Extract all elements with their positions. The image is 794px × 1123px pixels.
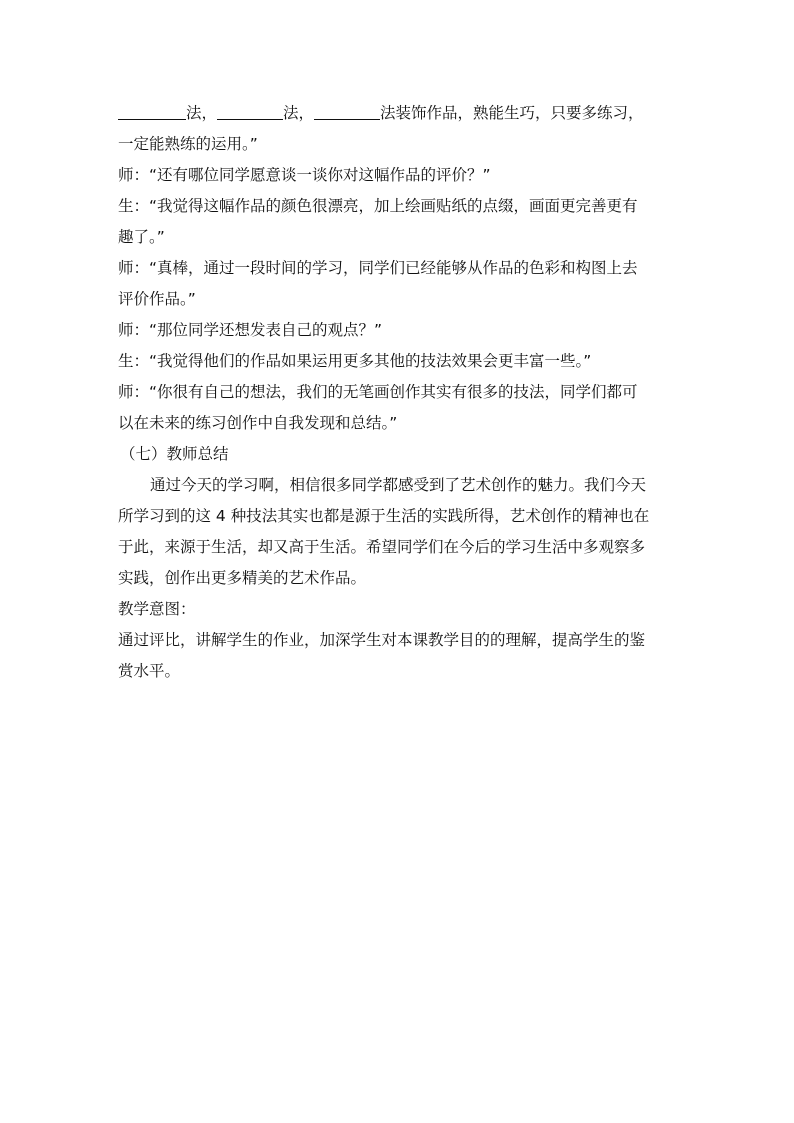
paragraph-line: 实践，创作出更多精美的艺术作品。 — [118, 569, 367, 587]
fill-blank — [118, 118, 186, 120]
dialogue-line: 师：“真棒，通过一段时间的学习，同学们已经能够从作品的色彩和构图上去 — [118, 259, 638, 277]
text-line — [118, 98, 678, 129]
section-heading: （七）教师总结 — [120, 445, 229, 463]
dialogue-line: 生：“我觉得他们的作品如果运用更多其他的技法效果会更丰富一些。” — [118, 352, 592, 370]
dialogue-line: 生：“我觉得这幅作品的颜色很漂亮，加上绘画贴纸的点缀，画面更完善更有 — [118, 197, 638, 215]
text-line: 趣了。” — [118, 228, 165, 246]
paragraph-line: 所学习到的这 4 种技法其实也都是源于生活的实践所得，艺术创作的精神也在 — [118, 507, 650, 525]
paragraph-line: 通过评比，讲解学生的作业，加深学生对本课教学目的的理解，提高学生的鉴 — [118, 631, 646, 649]
text-fragment: 法， — [186, 104, 218, 122]
dialogue-line: 师：“你很有自己的想法，我们的无笔画创作其实有很多的技法，同学们都可 — [118, 383, 638, 401]
text-fragment: 法装饰作品，熟能生巧，只要多练习， — [380, 104, 644, 122]
dialogue-line: 师：“还有哪位同学愿意谈一谈你对这幅作品的评价？” — [118, 166, 491, 184]
paragraph-line: 于此，来源于生活，却又高于生活。希望同学们在今后的学习生活中多观察多 — [118, 538, 646, 556]
fill-blank — [314, 118, 380, 120]
document-body — [118, 98, 678, 687]
dialogue-line: 师：“那位同学还想发表自己的观点？” — [118, 321, 383, 339]
paragraph-line: 赏水平。 — [118, 662, 181, 680]
text-line: 一定能熟练的运用。” — [118, 135, 258, 153]
text-fragment: 法， — [283, 104, 315, 122]
text-line: 以在未来的练习创作中自我发现和总结。” — [118, 414, 398, 432]
label-line: 教学意图： — [118, 600, 196, 618]
fill-blank — [217, 118, 283, 120]
text-line: 评价作品。” — [118, 290, 196, 308]
paragraph-line: 通过今天的学习啊，相信很多同学都感受到了艺术创作的魅力。我们今天 — [150, 476, 647, 494]
